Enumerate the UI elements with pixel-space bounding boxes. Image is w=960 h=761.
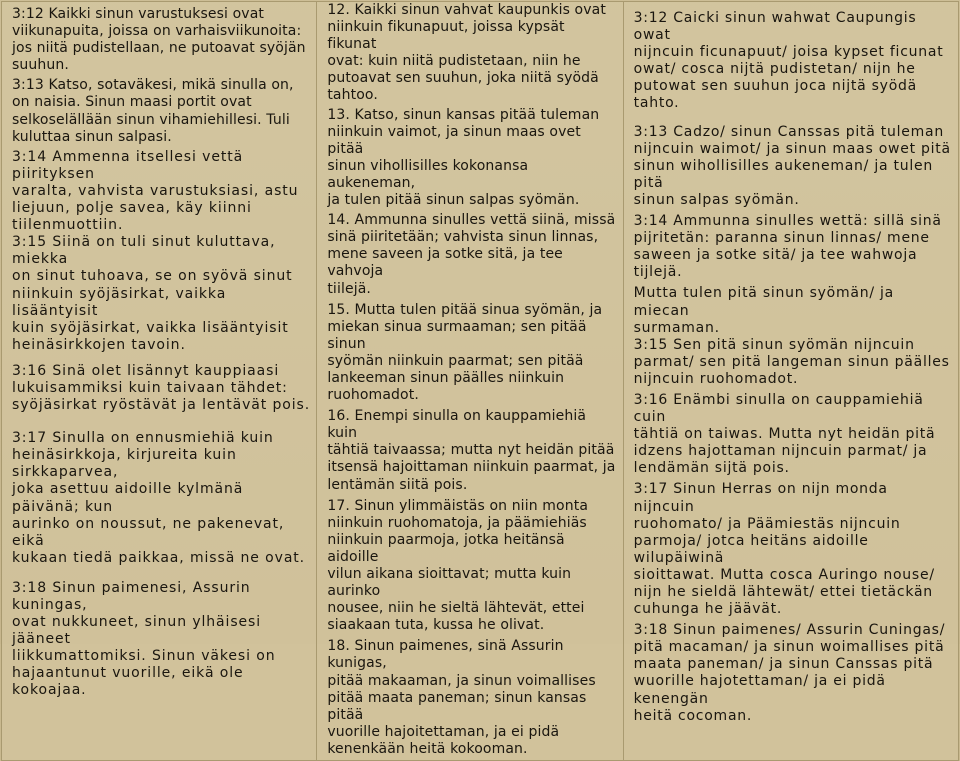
verse-3-17-modern: 3:17 Sinulla on ennusmiehiä kuin heinäsirkkoja, kirjureita kuin sirkkaparvea, joka asettuu aidoille kylmänä päivänä; kun aurinko on noussut, ne pakenevat, eikä kukaan tiedä paikkaa, missä ne ovat. [12, 430, 306, 566]
verse-3-12-1776: 3:12 Caicki sinun wahwat Caupungis owat nijncuin ficunapuut/ joisa kypset ficunat owat/ cosca nijtä pudistetan/ nijn he putowat sen suuhun joca nijtä syödä tahto. [633, 10, 944, 112]
verse-3-16-1776: 3:16 Enämbi sinulla on cauppamiehiä cuin tähtiä on taiwas. Mutta nyt heidän pitä idzens hajottaman nijncuin parmat/ ja lendämän sijtä pois. [633, 391, 936, 477]
parallel-verse-table [1, 1, 959, 761]
verse-3-16-modern: 3:16 Sinä olet lisännyt kauppiaasi lukuisammiksi kuin taivaan tähdet: syöjäsirkat ryöstävät ja lentävät pois. [12, 362, 311, 414]
verse-3-18-modern: 3:18 Sinun paimenesi, Assurin kuningas, ovat nukkuneet, sinun ylhäisesi jääneet liikkumattomiksi. Sinun väkesi on hajaantunut vuorille, eikä ole kokoajaa. [12, 579, 276, 699]
verse-12-1938: 12. Kaikki sinun vahvat kaupunkis ovat niinkuin fikunapuut, joissa kypsät fikunat ovat: kuin niitä pudistetaan, niin he putoavat sen suuhun, joka niitä syödä tahtoo. [327, 2, 606, 104]
verse-18-1938: 18. Sinun paimenes, sinä Assurin kunigas, pitää makaaman, ja sinun voimallises pitää maata paneman; sinun kansas pitää vuorille hajoitettaman, ja ei pidä kenenkään heitä kokooman. [327, 638, 596, 757]
verse-3-15-modern: 3:15 Siinä on tuli sinut kuluttava, miekka on sinut tuhoava, se on syövä sinut niinkuin syöjäsirkat, vaikka lisääntyisit kuin syöjäsirkat, vaikka lisääntyisit heinäsirkkojen tavoin. [12, 234, 293, 353]
middle-column-cell [317, 2, 623, 761]
verse-3-14-1776: 3:14 Ammunna sinulles wettä: sillä sinä pijritetän: paranna sinun linnas/ mene saween ja sotke sitä/ ja tee wahwoja tijlejä. [633, 213, 942, 281]
verse-3-17-1776: 3:17 Sinun Herras on nijn monda nijncuin ruohomato/ ja Päämiestäs nijncuin parmoja/ jotca heitäns aidoille wilupäiwinä sioittawat. Mutta cosca Auringo nouse/ nijn he sieldä lähtewät/ ettei tietäckän cuhunga he jäävät. [633, 481, 935, 618]
verse-17-1938: 17. Sinun ylimmäistäs on niin monta niinkuin ruohomatoja, ja päämiehiäs niinkuin paarmoja, jotka heitänsä aidoille vilun aikana sioittavat; mutta kuin aurinko nousee, niin he sieltä lähtevät, ettei siaakaan tuta, kussa he olivat. [327, 497, 589, 634]
verse-14-1938: 14. Ammunna sinulles vettä siinä, missä sinä piiritetään; vahvista sinun linnas, mene saveen ja sotke sitä, ja tee vahvoja tiilejä. [327, 212, 616, 297]
verse-3-18-1776: 3:18 Sinun paimenes/ Assurin Cuningas/ pitä macaman/ ja sinun woimallises pitä maata paneman/ ja sinun Canssas pitä wuorille hajotettaman/ ja ei pidä kenengän heitä cocoman. [633, 622, 946, 724]
verse-3-13-modern: 3:13 Katso, sotaväkesi, mikä sinulla on, on naisia. Sinun maasi portit ovat selkoselällään sinun vihamiehillesi. Tuli kuluttaa sinun salpasi. [12, 77, 294, 145]
verse-13-1938: 13. Katso, sinun kansas pitää tuleman niinkuin vaimot, ja sinun maas ovet pitää sinun vihollisilles kokonansa aukeneman, ja tulen pitää sinun salpas syömän. [327, 106, 600, 209]
verse-3-13-1776: 3:13 Cadzo/ sinun Canssas pitä tuleman nijncuin waimot/ ja sinun maas owet pitä sinun wihollisilles aukeneman/ ja tulen pitä sinun salpas syömän. [633, 123, 951, 208]
verse-3-14-modern: 3:14 Ammenna itsellesi vettä piirityksen varalta, vahvista varustuksiasi, astu liejuun, polje savea, käy kiinni tiilenmuottiin. [12, 148, 299, 234]
verse-16-1938: 16. Enempi sinulla on kauppamiehiä kuin tähtiä taivaassa; mutta nyt heidän pitää itsensä hajoittaman niinkuin paarmat, ja lentämän siitä pois. [327, 408, 616, 493]
verse-3-12-modern: 3:12 Kaikki sinun varustuksesi ovat viikunapuita, joissa on varhaisviikunoita: jos niitä pudistellaan, ne putoavat syöjän suuhun. [12, 6, 306, 74]
left-column-cell [2, 2, 317, 761]
verse-3-15-1776: Mutta tulen pitä sinun syömän/ ja miecan surmaman. 3:15 Sen pitä sinun syömän nijncuin parmat/ sen pitä langeman sinun päälles nijncuin ruohomadot. [633, 285, 950, 387]
table-row [2, 2, 959, 761]
verse-15-1938: 15. Mutta tulen pitää sinua syömän, ja miekan sinua surmaaman; sen pitää sinun syömän niinkuin paarmat; sen pitää lankeeman sinun päälles niinkuin ruohomadot. [327, 301, 603, 404]
right-column-cell [623, 2, 958, 761]
